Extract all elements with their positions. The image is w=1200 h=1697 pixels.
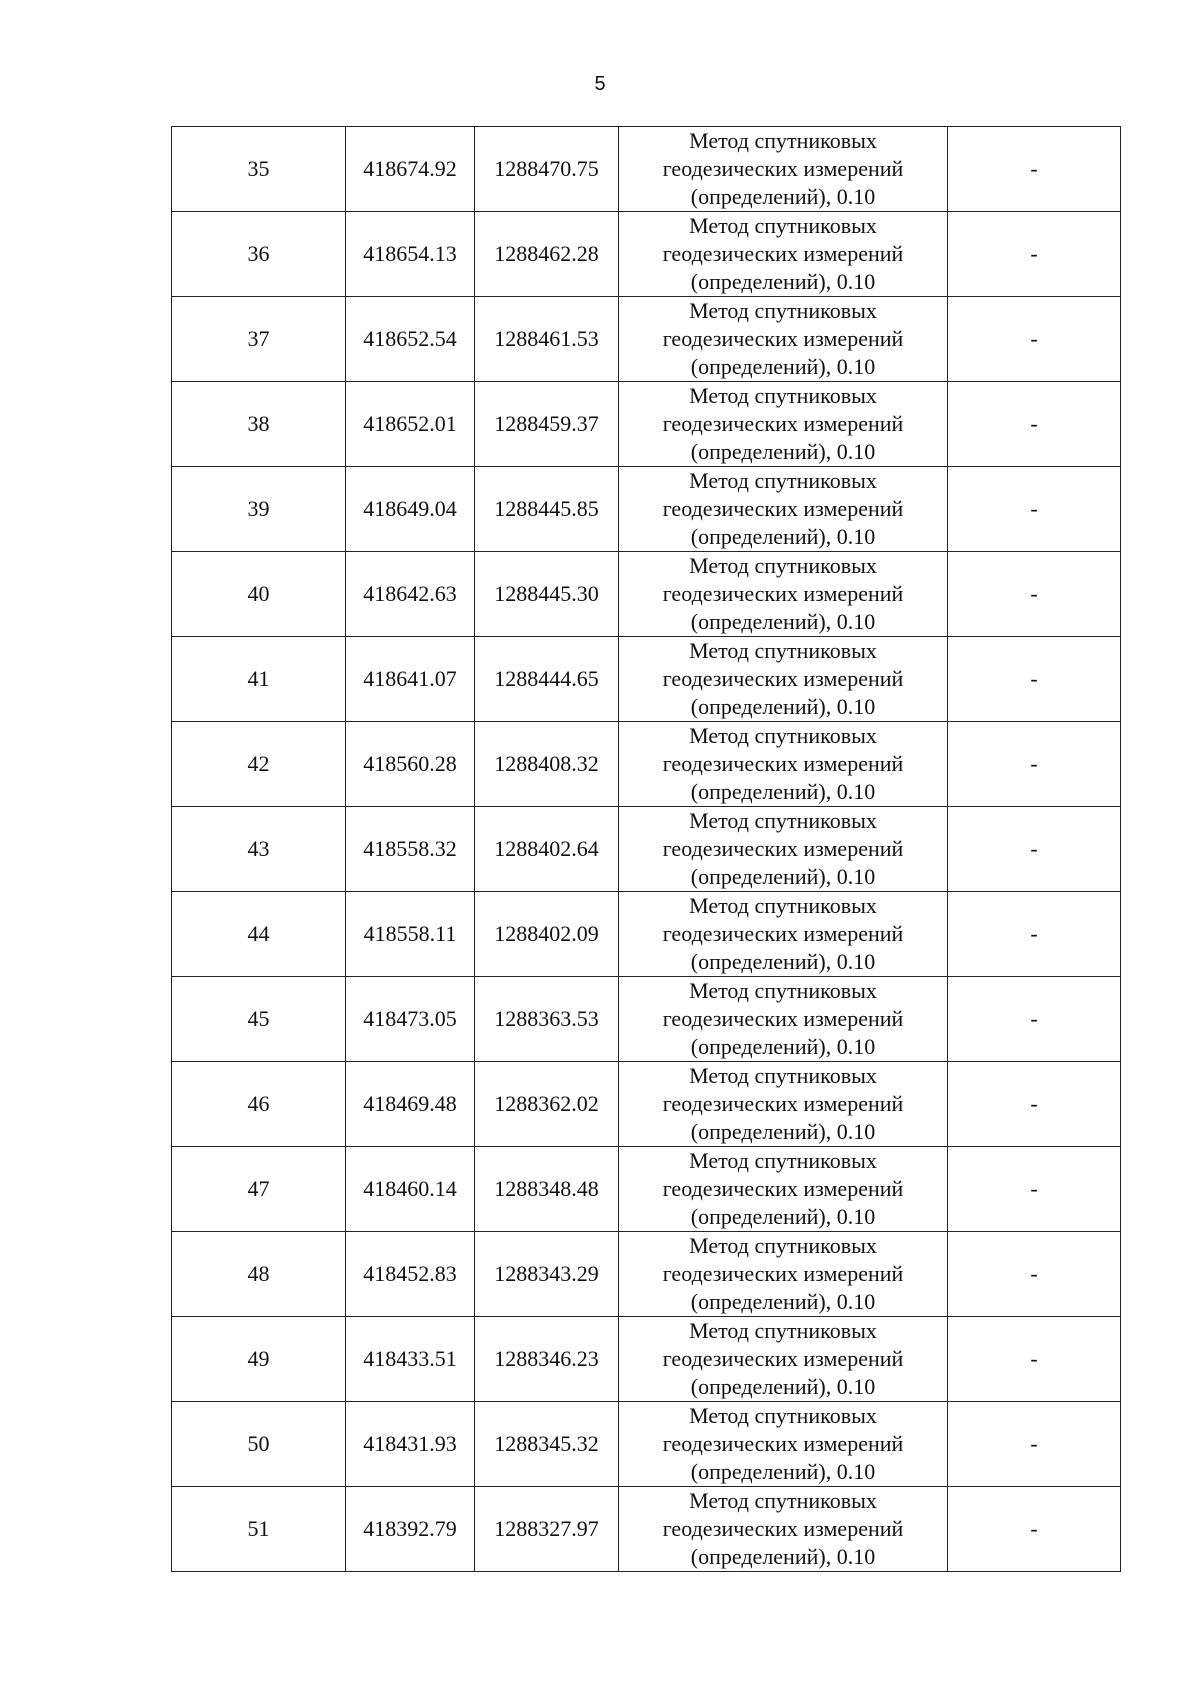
y-coordinate-cell: 1288402.64 <box>475 807 619 892</box>
method-cell <box>619 212 948 297</box>
y-coordinate-cell: 1288402.09 <box>475 892 619 977</box>
method-cell <box>619 1147 948 1232</box>
method-text-line: (определений), 0.10 <box>690 524 876 549</box>
method-text-line: геодезических измерений <box>662 921 904 946</box>
x-coordinate-cell: 418558.11 <box>346 892 475 977</box>
method-cell <box>619 1402 948 1487</box>
y-coordinate-cell: 1288445.85 <box>475 467 619 552</box>
table-row <box>172 467 1121 552</box>
y-coordinate-cell: 1288363.53 <box>475 977 619 1062</box>
extra-cell: - <box>948 127 1121 212</box>
point-number-cell: 45 <box>172 977 346 1062</box>
x-coordinate-cell: 418560.28 <box>346 722 475 807</box>
page-number: 5 <box>594 73 606 95</box>
extra-cell: - <box>948 807 1121 892</box>
extra-cell: - <box>948 1402 1121 1487</box>
method-text-line: геодезических измерений <box>662 1431 904 1456</box>
table-row <box>172 297 1121 382</box>
method-text-line: геодезических измерений <box>662 581 904 606</box>
method-cell <box>619 722 948 807</box>
y-coordinate-cell: 1288348.48 <box>475 1147 619 1232</box>
method-text-line: Метод спутниковых <box>689 1063 877 1088</box>
method-text-line: геодезических измерений <box>662 1516 904 1541</box>
method-cell <box>619 637 948 722</box>
method-text-line: Метод спутниковых <box>689 468 877 493</box>
method-text-line: геодезических измерений <box>662 1346 904 1371</box>
extra-cell: - <box>948 892 1121 977</box>
point-number-cell: 36 <box>172 212 346 297</box>
method-text-line: геодезических измерений <box>662 836 904 861</box>
point-number-cell: 37 <box>172 297 346 382</box>
method-text-line: геодезических измерений <box>662 156 904 181</box>
point-number-cell: 50 <box>172 1402 346 1487</box>
method-text-line: (определений), 0.10 <box>690 1119 876 1144</box>
method-text-line: Метод спутниковых <box>689 298 877 323</box>
x-coordinate-cell: 418392.79 <box>346 1487 475 1572</box>
table-row <box>172 127 1121 212</box>
method-text-line: (определений), 0.10 <box>690 1459 876 1484</box>
method-cell <box>619 977 948 1062</box>
method-text-line: (определений), 0.10 <box>690 864 876 889</box>
x-coordinate-cell: 418469.48 <box>346 1062 475 1147</box>
table-row <box>172 382 1121 467</box>
point-number-cell: 43 <box>172 807 346 892</box>
x-coordinate-cell: 418652.01 <box>346 382 475 467</box>
point-number-cell: 38 <box>172 382 346 467</box>
method-text-line: геодезических измерений <box>662 751 904 776</box>
table-row <box>172 1487 1121 1572</box>
method-text-line: (определений), 0.10 <box>690 1374 876 1399</box>
table-row <box>172 1317 1121 1402</box>
y-coordinate-cell: 1288345.32 <box>475 1402 619 1487</box>
method-text-line: Метод спутниковых <box>689 723 877 748</box>
table-row <box>172 1147 1121 1232</box>
method-text-line: (определений), 0.10 <box>690 949 876 974</box>
method-text-line: Метод спутниковых <box>689 213 877 238</box>
extra-cell: - <box>948 1147 1121 1232</box>
x-coordinate-cell: 418674.92 <box>346 127 475 212</box>
method-text-line: (определений), 0.10 <box>690 609 876 634</box>
y-coordinate-cell: 1288362.02 <box>475 1062 619 1147</box>
extra-cell: - <box>948 1317 1121 1402</box>
method-text-line: Метод спутниковых <box>689 978 877 1003</box>
method-text-line: (определений), 0.10 <box>690 1289 876 1314</box>
y-coordinate-cell: 1288343.29 <box>475 1232 619 1317</box>
method-text-line: Метод спутниковых <box>689 1488 877 1513</box>
method-cell <box>619 552 948 637</box>
extra-cell: - <box>948 382 1121 467</box>
method-cell <box>619 382 948 467</box>
point-number-cell: 39 <box>172 467 346 552</box>
method-cell <box>619 297 948 382</box>
extra-cell: - <box>948 1487 1121 1572</box>
point-number-cell: 42 <box>172 722 346 807</box>
method-cell <box>619 1062 948 1147</box>
method-text-line: Метод спутниковых <box>689 1233 877 1258</box>
x-coordinate-cell: 418460.14 <box>346 1147 475 1232</box>
method-text-line: геодезических измерений <box>662 1091 904 1116</box>
table-row <box>172 552 1121 637</box>
x-coordinate-cell: 418473.05 <box>346 977 475 1062</box>
extra-cell: - <box>948 297 1121 382</box>
method-text-line: Метод спутниковых <box>689 383 877 408</box>
method-text-line: геодезических измерений <box>662 1176 904 1201</box>
point-number-cell: 41 <box>172 637 346 722</box>
method-cell <box>619 892 948 977</box>
x-coordinate-cell: 418452.83 <box>346 1232 475 1317</box>
method-text-line: геодезических измерений <box>662 411 904 436</box>
method-text-line: Метод спутниковых <box>689 1403 877 1428</box>
method-text-line: Метод спутниковых <box>689 128 877 153</box>
table-row <box>172 1232 1121 1317</box>
method-text-line: (определений), 0.10 <box>690 1544 876 1569</box>
y-coordinate-cell: 1288327.97 <box>475 1487 619 1572</box>
table-row <box>172 637 1121 722</box>
x-coordinate-cell: 418642.63 <box>346 552 475 637</box>
extra-cell: - <box>948 1062 1121 1147</box>
method-text-line: Метод спутниковых <box>689 553 877 578</box>
y-coordinate-cell: 1288470.75 <box>475 127 619 212</box>
x-coordinate-cell: 418431.93 <box>346 1402 475 1487</box>
point-number-cell: 51 <box>172 1487 346 1572</box>
method-text-line: (определений), 0.10 <box>690 184 876 209</box>
x-coordinate-cell: 418558.32 <box>346 807 475 892</box>
method-text-line: Метод спутниковых <box>689 808 877 833</box>
y-coordinate-cell: 1288408.32 <box>475 722 619 807</box>
method-text-line: (определений), 0.10 <box>690 779 876 804</box>
y-coordinate-cell: 1288346.23 <box>475 1317 619 1402</box>
method-text-line: геодезических измерений <box>662 1006 904 1031</box>
extra-cell: - <box>948 637 1121 722</box>
coordinates-table <box>171 126 1121 1572</box>
method-text-line: (определений), 0.10 <box>690 269 876 294</box>
y-coordinate-cell: 1288459.37 <box>475 382 619 467</box>
point-number-cell: 46 <box>172 1062 346 1147</box>
y-coordinate-cell: 1288445.30 <box>475 552 619 637</box>
table-row <box>172 722 1121 807</box>
method-text-line: Метод спутниковых <box>689 638 877 663</box>
method-text-line: (определений), 0.10 <box>690 439 876 464</box>
method-cell <box>619 127 948 212</box>
method-cell <box>619 807 948 892</box>
y-coordinate-cell: 1288462.28 <box>475 212 619 297</box>
point-number-cell: 47 <box>172 1147 346 1232</box>
method-text-line: (определений), 0.10 <box>690 1034 876 1059</box>
table-row <box>172 212 1121 297</box>
method-text-line: Метод спутниковых <box>689 1318 877 1343</box>
table-row <box>172 1402 1121 1487</box>
method-text-line: геодезических измерений <box>662 1261 904 1286</box>
y-coordinate-cell: 1288461.53 <box>475 297 619 382</box>
method-text-line: (определений), 0.10 <box>690 694 876 719</box>
x-coordinate-cell: 418433.51 <box>346 1317 475 1402</box>
point-number-cell: 49 <box>172 1317 346 1402</box>
point-number-cell: 44 <box>172 892 346 977</box>
extra-cell: - <box>948 977 1121 1062</box>
extra-cell: - <box>948 722 1121 807</box>
point-number-cell: 48 <box>172 1232 346 1317</box>
x-coordinate-cell: 418641.07 <box>346 637 475 722</box>
method-text-line: (определений), 0.10 <box>690 354 876 379</box>
method-text-line: геодезических измерений <box>662 496 904 521</box>
coordinates-table-body <box>172 127 1121 1572</box>
method-cell <box>619 467 948 552</box>
extra-cell: - <box>948 212 1121 297</box>
method-text-line: геодезических измерений <box>662 326 904 351</box>
method-cell <box>619 1487 948 1572</box>
table-row <box>172 977 1121 1062</box>
method-text-line: Метод спутниковых <box>689 893 877 918</box>
point-number-cell: 35 <box>172 127 346 212</box>
y-coordinate-cell: 1288444.65 <box>475 637 619 722</box>
x-coordinate-cell: 418649.04 <box>346 467 475 552</box>
method-text-line: геодезических измерений <box>662 666 904 691</box>
point-number-cell: 40 <box>172 552 346 637</box>
method-text-line: (определений), 0.10 <box>690 1204 876 1229</box>
extra-cell: - <box>948 552 1121 637</box>
x-coordinate-cell: 418652.54 <box>346 297 475 382</box>
table-row <box>172 892 1121 977</box>
method-cell <box>619 1232 948 1317</box>
table-row <box>172 1062 1121 1147</box>
table-row <box>172 807 1121 892</box>
x-coordinate-cell: 418654.13 <box>346 212 475 297</box>
method-cell <box>619 1317 948 1402</box>
extra-cell: - <box>948 1232 1121 1317</box>
method-text-line: геодезических измерений <box>662 241 904 266</box>
method-text-line: Метод спутниковых <box>689 1148 877 1173</box>
extra-cell: - <box>948 467 1121 552</box>
